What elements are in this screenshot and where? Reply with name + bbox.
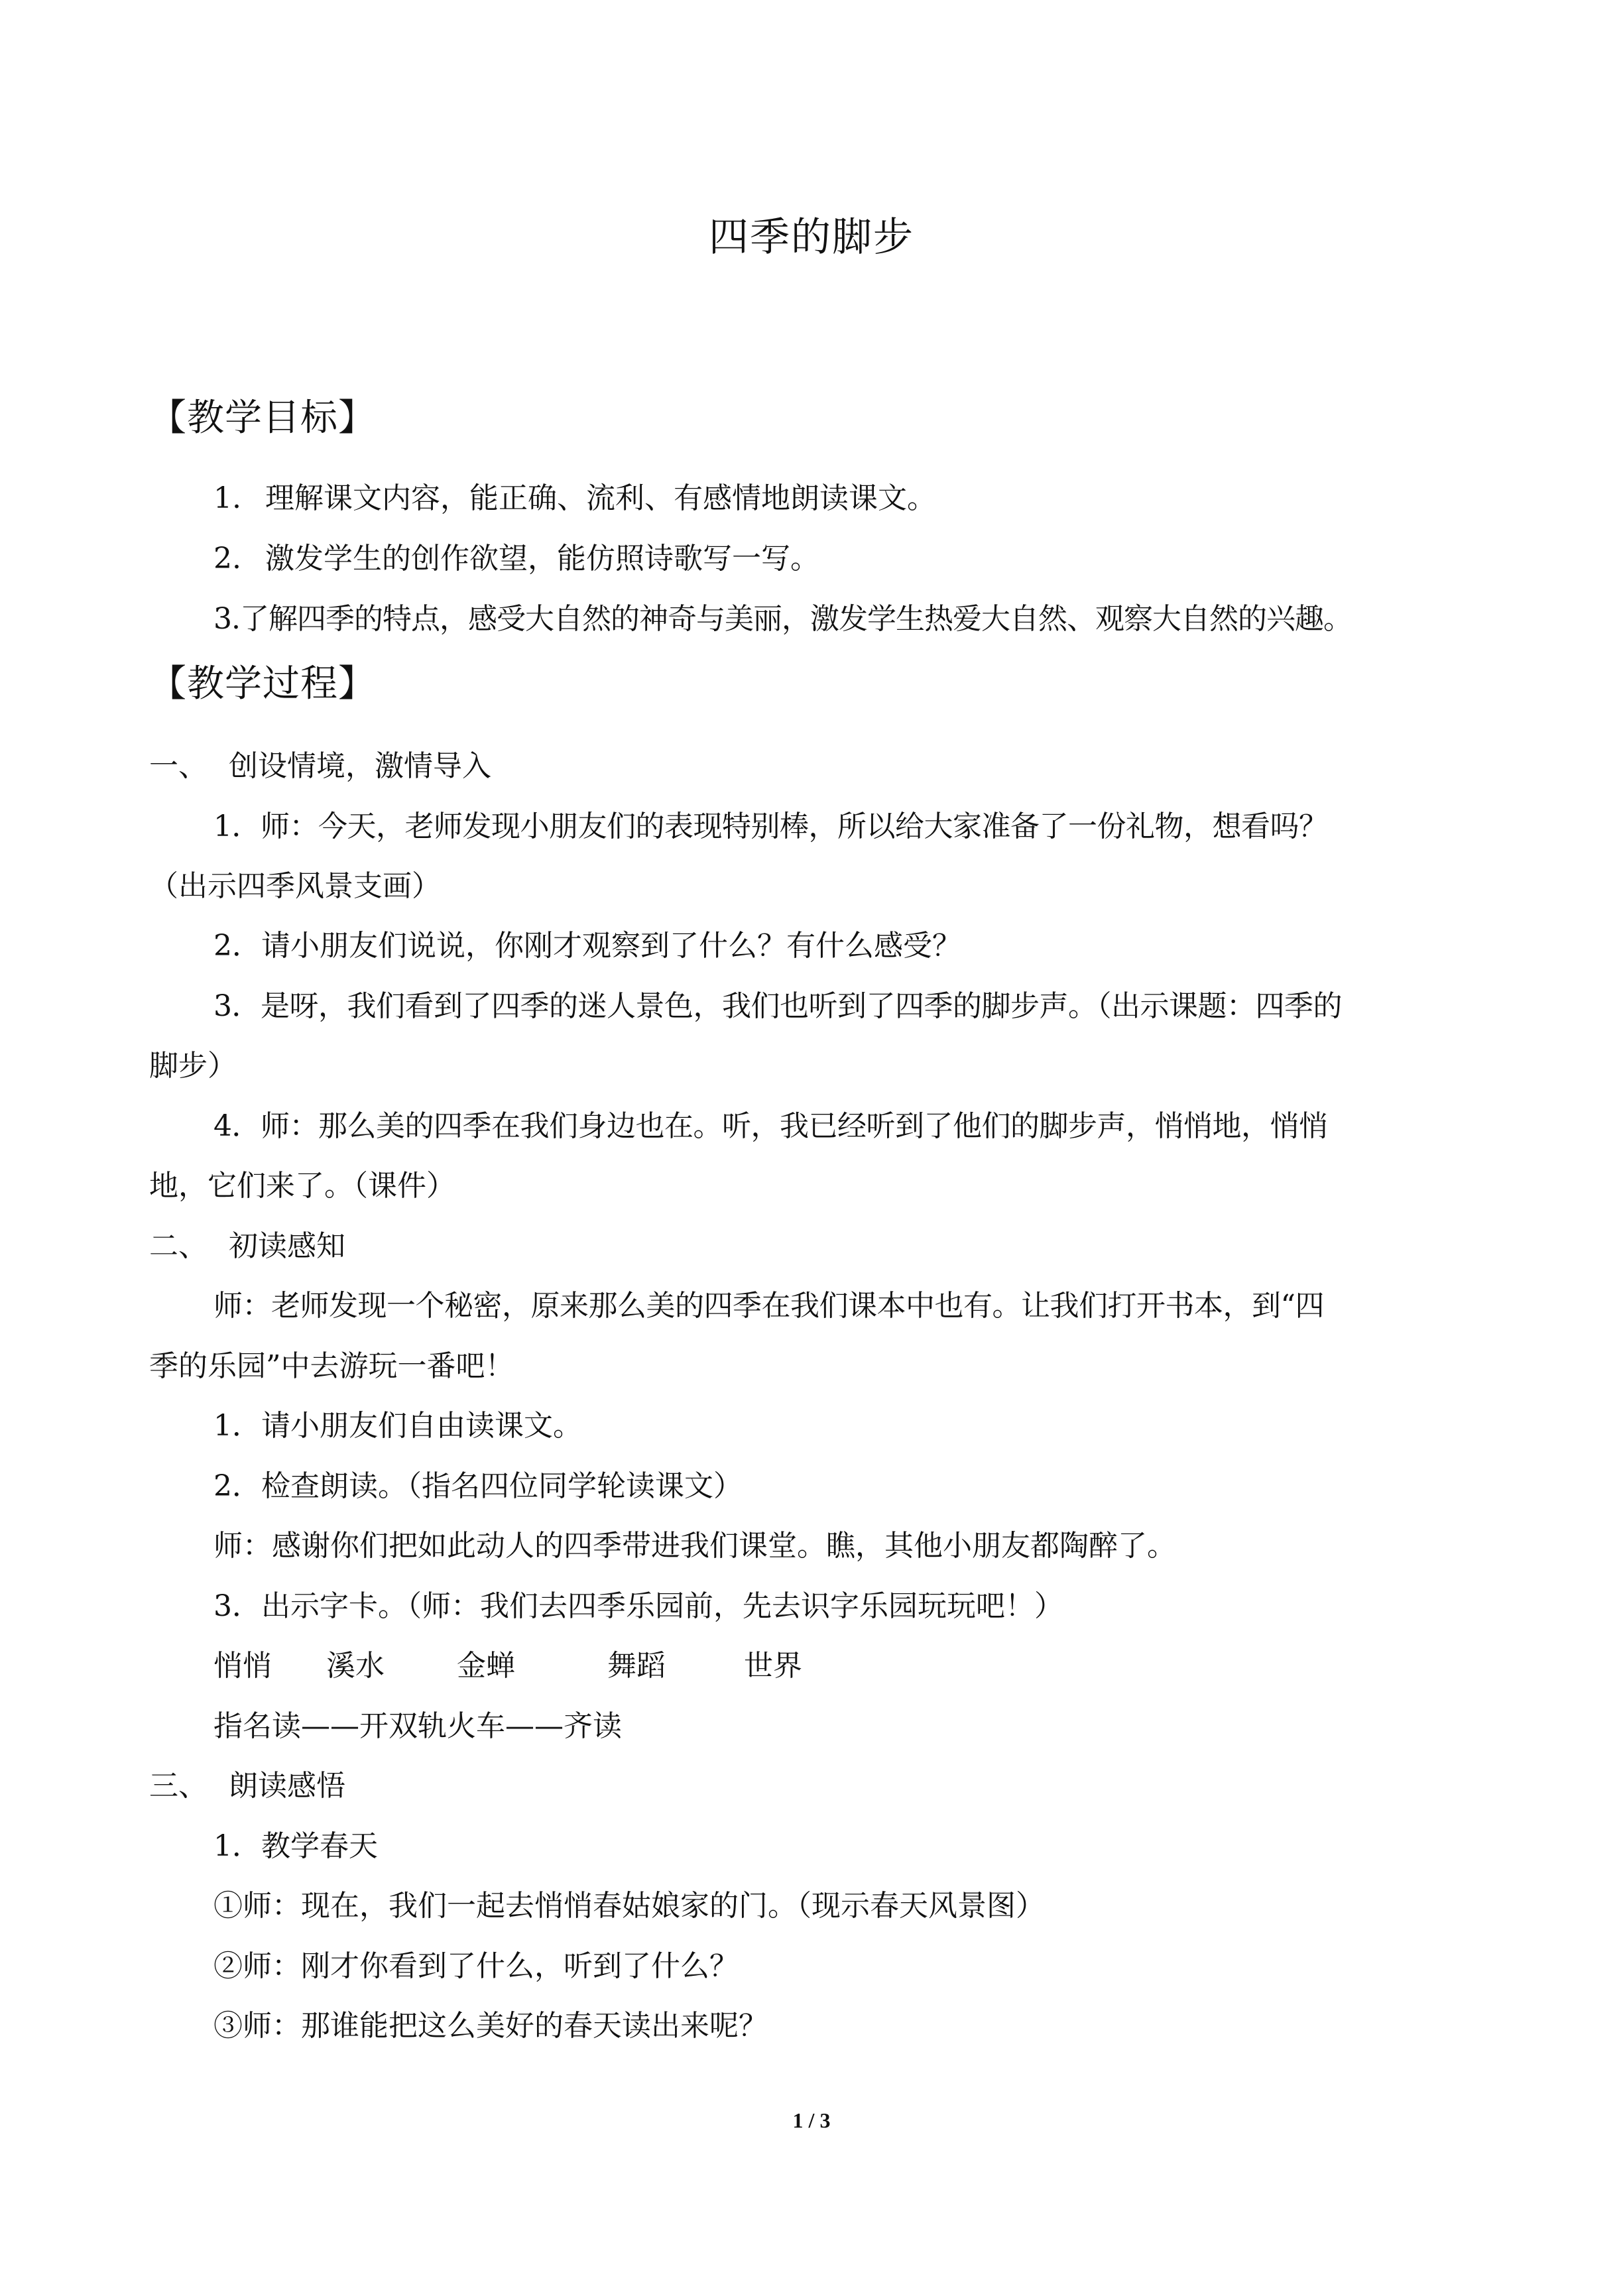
document-title: 四季的脚步 (709, 214, 914, 261)
part2-paragraph-1a: 师：老师发现一个秘密，原来那么美的四季在我们课本中也有。让我们打开书本，到“四 (213, 1289, 1324, 1323)
part1-title: 创设情境，激情导入 (229, 749, 491, 783)
part1-paragraph-3a: 3．是呀，我们看到了四季的迷人景色，我们也听到了四季的脚步声。（出示课题：四季的 (213, 989, 1342, 1023)
word-card: 悄悄 (213, 1649, 272, 1683)
objective-text: 理解课文内容，能正确、流利、有感情地朗读课文。 (265, 481, 936, 515)
part1-heading (149, 747, 491, 786)
part2-paragraph-1b: 季的乐园”中去游玩一番吧！ (149, 1349, 514, 1383)
part2-paragraph-3: 2．检查朗读。（指名四位同学轮读课文） (213, 1469, 743, 1503)
part1-paragraph-1a: 1．师：今天，老师发现小朋友们的表现特别棒，所以给大家准备了一份礼物，想看吗？ (213, 810, 1328, 843)
page-number: 1 / 3 (792, 2108, 831, 2132)
objective-item-2 (213, 539, 819, 579)
word-card: 金蝉 (457, 1649, 515, 1683)
part2-paragraph-5: 3．出示字卡。（师：我们去四季乐园前，先去识字乐园玩玩吧！） (213, 1589, 1063, 1623)
word-card: 世界 (744, 1649, 802, 1683)
objective-number: 2. (213, 542, 241, 575)
part3-title: 朗读感悟 (229, 1769, 345, 1803)
part3-paragraph-3: ②师：刚才你看到了什么，听到了什么？ (213, 1949, 739, 1983)
part2-heading (149, 1227, 345, 1266)
section-heading-objectives: 【教学目标】 (149, 396, 376, 440)
part1-number: 一、 (149, 749, 208, 783)
part2-paragraph-4: 师：感谢你们把如此动人的四季带进我们课堂。瞧，其他小朋友都陶醉了。 (213, 1529, 1176, 1563)
objective-item-3: 3.了解四季的特点，感受大自然的神奇与美丽，激发学生热爱大自然、观察大自然的兴趣。 (213, 602, 1352, 636)
part2-title: 初读感知 (229, 1229, 345, 1263)
part3-paragraph-1: 1．教学春天 (213, 1829, 378, 1863)
objective-text: 激发学生的创作欲望，能仿照诗歌写一写。 (265, 542, 819, 575)
part2-number: 二、 (149, 1229, 208, 1263)
part3-heading (149, 1766, 345, 1806)
section-heading-process: 【教学过程】 (149, 662, 376, 705)
word-card: 溪水 (326, 1649, 385, 1683)
part2-paragraph-6: 指名读——开双轨火车——齐读 (213, 1709, 622, 1743)
part1-paragraph-4b: 地，它们来了。（课件） (149, 1169, 455, 1203)
part2-paragraph-2: 1．请小朋友们自由读课文。 (213, 1409, 582, 1443)
objective-item-1 (213, 479, 936, 518)
part1-paragraph-2: 2．请小朋友们说说，你刚才观察到了什么？有什么感受？ (213, 929, 961, 963)
word-card: 舞蹈 (607, 1649, 666, 1683)
part3-paragraph-2: ①师：现在，我们一起去悄悄春姑娘家的门。（现示春天风景图） (213, 1889, 1045, 1923)
part1-paragraph-1b: （出示四季风景支画） (149, 869, 441, 903)
part3-number: 三、 (149, 1769, 208, 1803)
objective-number: 1. (213, 481, 241, 515)
part1-paragraph-4a: 4．师：那么美的四季在我们身边也在。听，我已经听到了他们的脚步声，悄悄地，悄悄 (213, 1109, 1328, 1143)
part1-paragraph-3b: 脚步） (149, 1049, 237, 1083)
part3-paragraph-4: ③师：那谁能把这么美好的春天读出来呢？ (213, 2009, 768, 2043)
